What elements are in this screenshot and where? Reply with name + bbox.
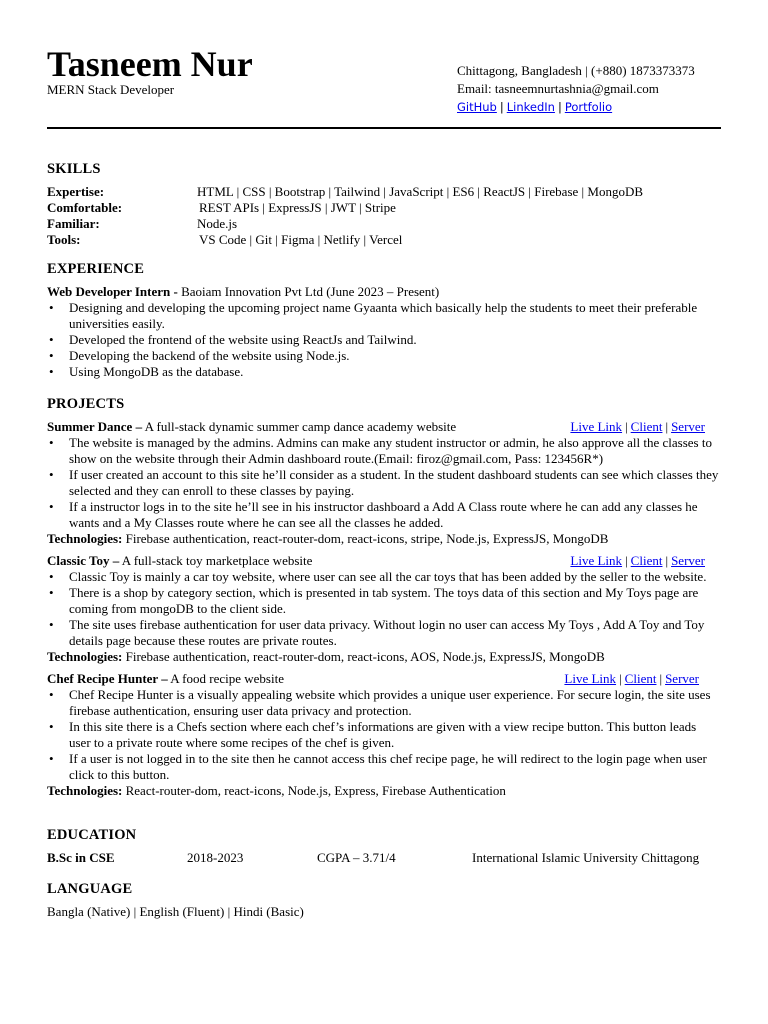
degree: B.Sc in CSE: [47, 850, 115, 865]
link-separator: |: [665, 419, 669, 434]
language-list: Bangla (Native) | English (Fluent) | Hindi (Basic): [47, 904, 304, 919]
live-link[interactable]: Live Link: [564, 671, 617, 686]
linkedin-link[interactable]: LinkedIn: [506, 100, 555, 114]
project-description: A full-stack dynamic summer camp dance academy website: [144, 419, 457, 434]
project-technologies: [47, 531, 721, 547]
list-item: • The website is managed by the admins. Admins can make any student instructor or admin, he also approve all the classes to show on the website through their Admin dashboard route.(Email: firoz@gmail.com, Pass: 123456R*): [47, 435, 721, 467]
skill-row: [47, 184, 721, 200]
email-address: Email: tasneemnurtashnia@gmail.com: [457, 81, 659, 96]
section-heading-experience: EXPERIENCE: [47, 261, 145, 277]
job-company: Baoiam Innovation Pvt Ltd (June 2023 – Present): [181, 284, 440, 299]
skill-label: Expertise:: [47, 184, 105, 199]
skill-value: VS Code | Git | Figma | Netlify | Vercel: [199, 232, 403, 247]
link-separator: |: [625, 553, 628, 568]
skill-row: [47, 216, 721, 232]
project-links: [570, 419, 705, 435]
skill-value: REST APIs | ExpressJS | JWT | Stripe: [199, 200, 396, 215]
project-description: A food recipe website: [170, 671, 284, 686]
list-item: • Developed the frontend of the website using ReactJs and Tailwind.: [47, 332, 721, 348]
server-link[interactable]: Server: [671, 553, 705, 568]
skill-row: [47, 200, 721, 216]
candidate-title: MERN Stack Developer: [47, 82, 175, 97]
list-item: • If user created an account to this site he’ll consider as a student. In the student dashboard students can see which classes they selected and they can enroll to these classes by paying.: [47, 467, 721, 499]
list-item: • Developing the backend of the website using Node.js.: [47, 348, 721, 364]
project-summer-dance: [47, 419, 721, 547]
project-header: [47, 671, 721, 687]
client-link[interactable]: Client: [630, 553, 663, 568]
section-heading-education: EDUCATION: [47, 827, 137, 843]
project-bullets: [47, 687, 721, 783]
tech-label: Technologies:: [47, 531, 123, 546]
project-links: [564, 671, 699, 687]
skill-label: Familiar:: [47, 216, 100, 231]
list-item: • If a user is not logged in to the site then he cannot access this chef recipe page, he will redirect to the login page when user click to this button.: [47, 751, 721, 783]
link-separator: |: [665, 553, 669, 568]
list-item: • Using MongoDB as the database.: [47, 364, 721, 380]
tech-list: Firebase authentication, react-router-dom, react-icons, AOS, Node.js, ExpressJS, MongoDB: [125, 649, 605, 664]
skill-label: Tools:: [47, 232, 81, 247]
projects-section: [47, 395, 721, 799]
project-name: Summer Dance –: [47, 419, 143, 434]
experience-section: [47, 260, 721, 380]
job-role: Web Developer Intern -: [47, 284, 178, 299]
section-heading-projects: PROJECTS: [47, 396, 125, 412]
header-divider: [47, 127, 721, 129]
project-classic-toy: [47, 553, 721, 665]
github-link[interactable]: GitHub: [457, 100, 497, 114]
project-description: A full-stack toy marketplace website: [121, 553, 313, 568]
project-header: [47, 419, 721, 435]
project-bullets: [47, 569, 721, 649]
project-name: Chef Recipe Hunter –: [47, 671, 168, 686]
job-header: [47, 284, 721, 300]
list-item: • The site uses firebase authentication for user data privacy. Without login no user can access My Toys , Add A Toy and Toy details page because these routes are private routes.: [47, 617, 721, 649]
link-separator: |: [499, 100, 504, 114]
resume-page: [47, 0, 721, 919]
link-separator: |: [659, 671, 663, 686]
tech-label: Technologies:: [47, 649, 123, 664]
list-item: • Chef Recipe Hunter is a visually appealing website which provides a unique user experience. For secure login, the site uses firebase authentication, ensuring user data privacy and protection.: [47, 687, 721, 719]
tech-label: Technologies:: [47, 783, 123, 798]
skill-value: Node.js: [197, 216, 238, 231]
live-link[interactable]: Live Link: [570, 553, 623, 568]
client-link[interactable]: Client: [624, 671, 657, 686]
link-separator: |: [557, 100, 562, 114]
list-item: • There is a shop by category section, which is presented in tab system. The toys data of this section and My Toys page are coming from mongoDB to the client side.: [47, 585, 721, 617]
project-bullets: [47, 435, 721, 531]
skills-section: [47, 160, 721, 248]
institution: International Islamic University Chittagong: [472, 850, 700, 865]
project-name: Classic Toy –: [47, 553, 120, 568]
server-link[interactable]: Server: [671, 419, 705, 434]
list-item: • In this site there is a Chefs section where each chef’s informations are given with a view recipe button. This button leads user to a private route where some recipes of the chef is given.: [47, 719, 721, 751]
project-header: [47, 553, 721, 569]
server-link[interactable]: Server: [665, 671, 699, 686]
list-item: • Designing and developing the upcoming project name Gyaanta which basically help the students to meet their preferable universities easily.: [47, 300, 721, 332]
contact-block: [457, 62, 695, 116]
skill-row: [47, 232, 721, 248]
project-links: [570, 553, 705, 569]
section-heading-language: LANGUAGE: [47, 881, 133, 897]
project-chef-recipe-hunter: [47, 671, 721, 799]
education-row: [47, 850, 721, 866]
link-separator: |: [619, 671, 622, 686]
list-item: • If a instructor logs in to the site he’ll see in his instructor dashboard a Add A Class route where he can add any classes he wants and a My Classes route where he can see all the classes he added.: [47, 499, 721, 531]
profile-links: [457, 98, 695, 116]
link-separator: |: [625, 419, 628, 434]
location-phone: Chittagong, Bangladesh | (+880) 1873373373: [457, 63, 695, 78]
candidate-name: Tasneem Nur: [47, 44, 253, 84]
resume-header: [47, 0, 721, 132]
project-technologies: [47, 649, 721, 665]
section-heading-skills: SKILLS: [47, 161, 101, 177]
project-technologies: [47, 783, 721, 799]
tech-list: Firebase authentication, react-router-dom, react-icons, stripe, Node.js, ExpressJS, MongoDB: [125, 531, 609, 546]
experience-bullets: [47, 300, 721, 380]
tech-list: React-router-dom, react-icons, Node.js, Express, Firebase Authentication: [125, 783, 506, 798]
skill-label: Comfortable:: [47, 200, 123, 215]
live-link[interactable]: Live Link: [570, 419, 623, 434]
client-link[interactable]: Client: [630, 419, 663, 434]
skill-value: HTML | CSS | Bootstrap | Tailwind | JavaScript | ES6 | ReactJS | Firebase | MongoDB: [197, 184, 644, 199]
language-section: [47, 880, 721, 920]
list-item: • Classic Toy is mainly a car toy website, where user can see all the car toys that has been added by the seller to the website.: [47, 569, 721, 585]
education-section: [47, 826, 721, 866]
cgpa: CGPA – 3.71/4: [317, 850, 396, 865]
portfolio-link[interactable]: Portfolio: [564, 100, 613, 114]
education-years: 2018-2023: [187, 850, 244, 865]
